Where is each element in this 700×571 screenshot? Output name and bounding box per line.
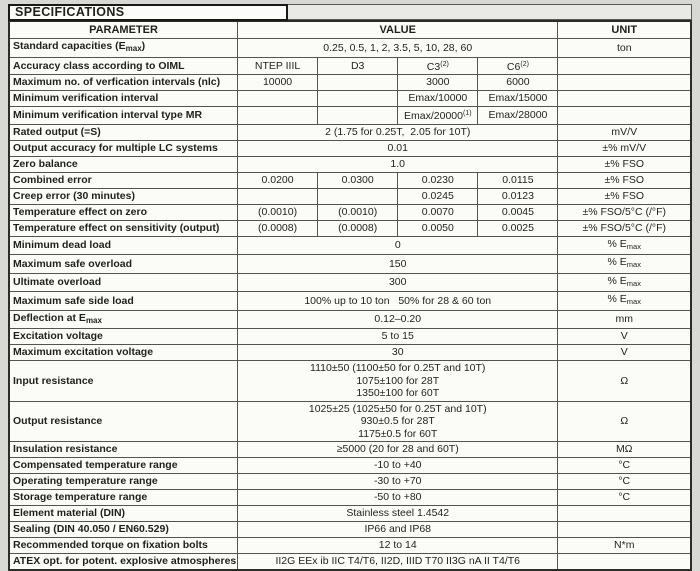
- table-row: [9, 220, 691, 236]
- table-row: [9, 156, 691, 172]
- unit-cell: % $E_{max}$: [558, 236, 691, 255]
- table-row: [9, 39, 691, 58]
- table-row: [9, 522, 691, 538]
- table-row: [9, 506, 691, 522]
- value-subcell: (0.0010): [237, 204, 317, 220]
- value-subcell: Emax/28000: [478, 107, 558, 125]
- table-row: [9, 172, 691, 188]
- unit-cell: ±% FSO/5°C (/°F): [558, 220, 691, 236]
- table-row: [9, 401, 691, 442]
- unit-cell: [558, 57, 691, 75]
- value-subcell: Emax/20000$^{(1)}$: [398, 107, 478, 125]
- value-subcell: 10000: [237, 75, 317, 91]
- table-row: [9, 107, 691, 125]
- spec-sheet-page: [8, 4, 692, 571]
- unit-cell: mV/V: [558, 124, 691, 140]
- value-subcell: D3: [318, 57, 398, 75]
- value-cell: 0.12–0.20: [237, 310, 558, 329]
- page-title: SPECIFICATIONS: [8, 4, 288, 21]
- value-cell: 150: [237, 255, 558, 274]
- param-cell: Temperature effect on zero: [9, 204, 237, 220]
- unit-cell: ±% mV/V: [558, 140, 691, 156]
- table-row: [9, 442, 691, 458]
- unit-cell: [558, 554, 691, 571]
- table-row: [9, 310, 691, 329]
- param-cell: Sealing (DIN 40.050 / EN60.529): [9, 522, 237, 538]
- param-cell: Input resistance: [9, 361, 237, 402]
- param-cell: Temperature effect on sensitivity (output): [9, 220, 237, 236]
- unit-cell: V: [558, 345, 691, 361]
- value-subcell: [237, 107, 317, 125]
- unit-cell: ±% FSO: [558, 172, 691, 188]
- value-subcell: 0.0115: [478, 172, 558, 188]
- table-row: [9, 91, 691, 107]
- table-row: [9, 292, 691, 311]
- unit-cell: MΩ: [558, 442, 691, 458]
- param-cell: Minimum verification interval: [9, 91, 237, 107]
- param-cell: Excitation voltage: [9, 329, 237, 345]
- value-subcell: 0.0050: [398, 220, 478, 236]
- value-cell: 30: [237, 345, 558, 361]
- param-cell: Maximum excitation voltage: [9, 345, 237, 361]
- value-cell: 5 to 15: [237, 329, 558, 345]
- unit-cell: ±% FSO: [558, 156, 691, 172]
- value-subcell: 3000: [398, 75, 478, 91]
- param-cell: Combined error: [9, 172, 237, 188]
- unit-cell: V: [558, 329, 691, 345]
- value-subcell: 0.0070: [398, 204, 478, 220]
- unit-cell: °C: [558, 458, 691, 474]
- value-cell: 0: [237, 236, 558, 255]
- value-cell: -30 to +70: [237, 474, 558, 490]
- table-row: [9, 361, 691, 402]
- param-cell: Zero balance: [9, 156, 237, 172]
- value-subcell: Emax/15000: [478, 91, 558, 107]
- value-cell: 1025±25 (1025±50 for 0.25T and 10T) 930±0.5 for 28T 1175±0.5 for 60T: [237, 401, 558, 442]
- table-row: [9, 204, 691, 220]
- unit-cell: °C: [558, 490, 691, 506]
- value-cell: Stainless steel 1.4542: [237, 506, 558, 522]
- unit-cell: [558, 107, 691, 125]
- value-cell: 0.01: [237, 140, 558, 156]
- value-cell: -50 to +80: [237, 490, 558, 506]
- value-subcell: 0.0200: [237, 172, 317, 188]
- value-subcell: C6$^{(2)}$: [478, 57, 558, 75]
- param-cell: Operating temperature range: [9, 474, 237, 490]
- param-cell: Ultimate overload: [9, 273, 237, 292]
- table-row: [9, 345, 691, 361]
- column-header-parameter: PARAMETER: [9, 21, 237, 39]
- unit-cell: [558, 506, 691, 522]
- table-row: [9, 236, 691, 255]
- param-cell: Element material (DIN): [9, 506, 237, 522]
- unit-cell: ±% FSO: [558, 188, 691, 204]
- spec-table-body: [9, 39, 691, 571]
- value-cell: 100% up to 10 ton 50% for 28 & 60 ton: [237, 292, 558, 311]
- table-row: [9, 75, 691, 91]
- table-row: [9, 273, 691, 292]
- column-header-value: VALUE: [237, 21, 558, 39]
- table-row: [9, 490, 691, 506]
- value-cell: 0.25, 0.5, 1, 2, 3.5, 5, 10, 28, 60: [237, 39, 558, 58]
- value-subcell: [318, 91, 398, 107]
- unit-cell: ton: [558, 39, 691, 58]
- value-subcell: 0.0300: [318, 172, 398, 188]
- table-row: [9, 140, 691, 156]
- param-cell: Maximum safe overload: [9, 255, 237, 274]
- param-cell: Output accuracy for multiple LC systems: [9, 140, 237, 156]
- table-row: [9, 538, 691, 554]
- param-cell: Storage temperature range: [9, 490, 237, 506]
- value-subcell: 0.0045: [478, 204, 558, 220]
- param-cell: Rated output (=S): [9, 124, 237, 140]
- param-cell: Compensated temperature range: [9, 458, 237, 474]
- table-row: [9, 124, 691, 140]
- unit-cell: mm: [558, 310, 691, 329]
- value-subcell: 6000: [478, 75, 558, 91]
- table-row: [9, 329, 691, 345]
- value-subcell: 0.0025: [478, 220, 558, 236]
- value-subcell: C3$^{(2)}$: [398, 57, 478, 75]
- value-cell: II2G EEx ib IIC T4/T6, II2D, IIID T70 II3G nA II T4/T6: [237, 554, 558, 571]
- table-row: [9, 458, 691, 474]
- table-row: [9, 255, 691, 274]
- header-row: [9, 21, 691, 39]
- unit-cell: ±% FSO/5°C (/°F): [558, 204, 691, 220]
- spec-table: [8, 20, 692, 571]
- unit-cell: % $E_{max}$: [558, 255, 691, 274]
- unit-cell: % $E_{max}$: [558, 273, 691, 292]
- table-row: [9, 57, 691, 75]
- value-subcell: 0.0230: [398, 172, 478, 188]
- value-subcell: Emax/10000: [398, 91, 478, 107]
- param-cell: Minimum dead load: [9, 236, 237, 255]
- value-cell: ≥5000 (20 for 28 and 60T): [237, 442, 558, 458]
- value-subcell: (0.0008): [318, 220, 398, 236]
- unit-cell: Ω: [558, 401, 691, 442]
- value-subcell: (0.0008): [237, 220, 317, 236]
- value-cell: IP66 and IP68: [237, 522, 558, 538]
- value-cell: 1.0: [237, 156, 558, 172]
- value-subcell: [318, 75, 398, 91]
- column-header-unit: UNIT: [558, 21, 691, 39]
- value-cell: 300: [237, 273, 558, 292]
- unit-cell: N*m: [558, 538, 691, 554]
- param-cell: Creep error (30 minutes): [9, 188, 237, 204]
- unit-cell: Ω: [558, 361, 691, 402]
- value-cell: 2 (1.75 for 0.25T, 2.05 for 10T): [237, 124, 558, 140]
- unit-cell: [558, 91, 691, 107]
- param-cell: Insulation resistance: [9, 442, 237, 458]
- param-cell: Maximum no. of verfication intervals (nlc): [9, 75, 237, 91]
- param-cell: ATEX opt. for potent. explosive atmospheres: [9, 554, 237, 571]
- value-subcell: 0.0123: [478, 188, 558, 204]
- value-subcell: [318, 107, 398, 125]
- value-subcell: [237, 188, 317, 204]
- param-cell: Deflection at $E_{max}$: [9, 310, 237, 329]
- param-cell: Accuracy class according to OIML: [9, 57, 237, 75]
- value-subcell: [237, 91, 317, 107]
- param-cell: Maximum safe side load: [9, 292, 237, 311]
- value-subcell: NTEP IIIL: [237, 57, 317, 75]
- title-bar: [8, 4, 692, 20]
- param-cell: Output resistance: [9, 401, 237, 442]
- table-row: [9, 554, 691, 571]
- param-cell: Standard capacities $(E_{max})$: [9, 39, 237, 58]
- value-subcell: (0.0010): [318, 204, 398, 220]
- value-cell: -10 to +40: [237, 458, 558, 474]
- unit-cell: [558, 75, 691, 91]
- unit-cell: °C: [558, 474, 691, 490]
- value-subcell: 0.0245: [398, 188, 478, 204]
- unit-cell: [558, 522, 691, 538]
- param-cell: Recommended torque on fixation bolts: [9, 538, 237, 554]
- unit-cell: % $E_{max}$: [558, 292, 691, 311]
- value-cell: 12 to 14: [237, 538, 558, 554]
- table-row: [9, 474, 691, 490]
- table-row: [9, 188, 691, 204]
- param-cell: Minimum verification interval type MR: [9, 107, 237, 125]
- value-subcell: [318, 188, 398, 204]
- value-cell: 1110±50 (1100±50 for 0.25T and 10T) 1075±100 for 28T 1350±100 for 60T: [237, 361, 558, 402]
